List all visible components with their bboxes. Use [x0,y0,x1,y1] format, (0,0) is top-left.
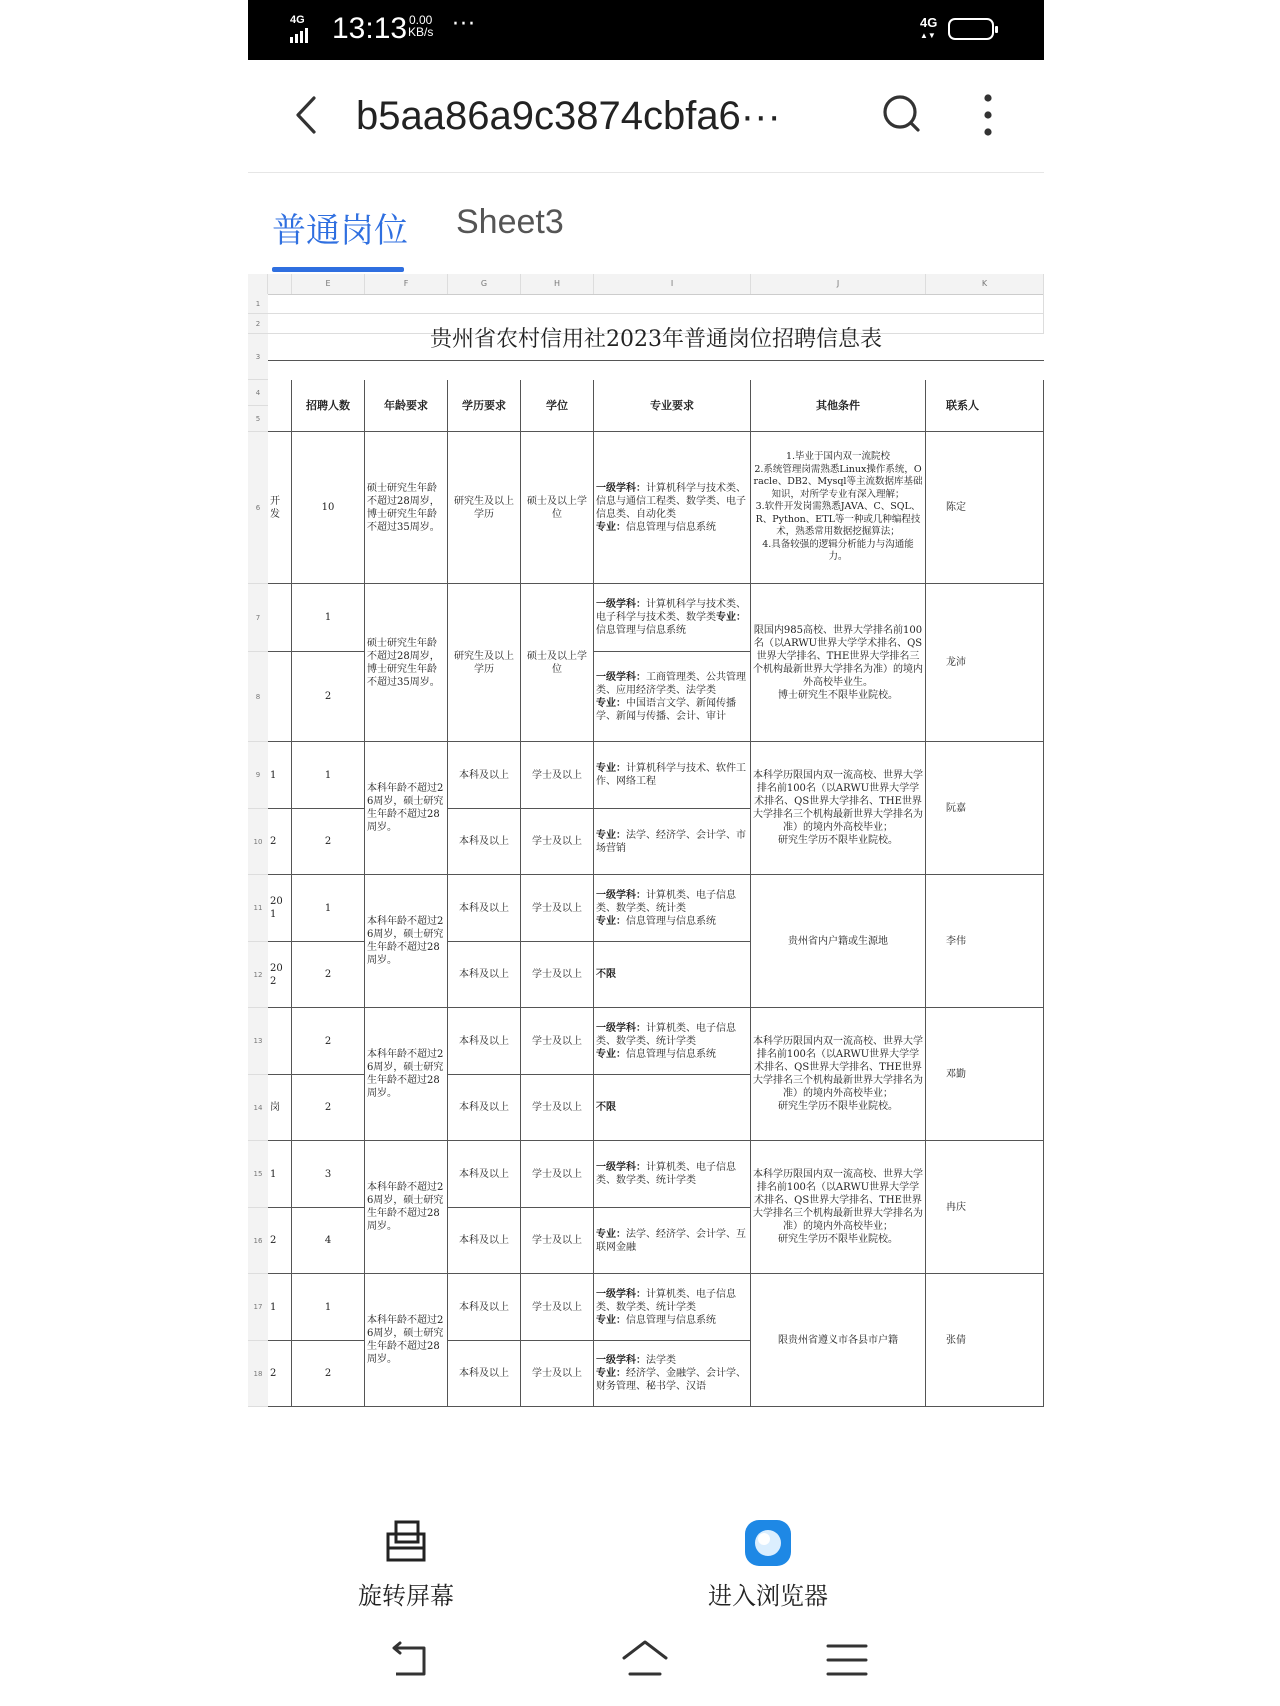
cell-degree[interactable]: 学士及以上 [521,1008,594,1075]
cell-education[interactable]: 本科及以上 [448,1008,521,1075]
more-button[interactable] [970,90,1006,140]
cell-age[interactable]: 本科年龄不超过26周岁，硕士研究生年龄不超过28周岁。 [365,1274,448,1407]
open-in-browser-button[interactable] [668,1518,868,1610]
cell-other[interactable]: 贵州省内户籍或生源地 [751,875,926,1008]
cell-education[interactable]: 本科及以上 [448,1274,521,1341]
corner-cell [248,274,268,294]
cell-code[interactable]: 201 [268,875,292,942]
spreadsheet-view[interactable] [248,274,1044,1500]
cell-age[interactable]: 本科年龄不超过26周岁，硕士研究生年龄不超过28周岁。 [365,875,448,1008]
row-header[interactable]: 4 [248,380,268,406]
cell-age[interactable]: 本科年龄不超过26周岁，硕士研究生年龄不超过28周岁。 [365,742,448,875]
status-bar [248,0,1044,60]
cell-age[interactable]: 硕士研究生年龄不超过28周岁，博士研究生年龄不超过35周岁。 [365,432,448,584]
cell-major[interactable]: 一级学科：工商管理类、公共管理类、应用经济学类、法学类 专业：中国语言文学、新闻传播学、新闻与传播、会计、审计 [594,652,751,742]
cell-count[interactable]: 2 [292,1341,365,1407]
back-icon [384,1638,434,1684]
row-header[interactable]: 14 [248,1075,268,1141]
empty-row[interactable] [268,294,1044,314]
back-button[interactable] [284,90,334,140]
cell-major[interactable]: 一级学科：计算机类、电子信息类、数学类、统计学类 [594,1141,751,1208]
cell-count[interactable]: 2 [292,809,365,875]
row-header[interactable]: 3 [248,334,268,380]
cell-code[interactable]: 2 [268,1208,292,1274]
cell-other[interactable]: 限贵州省遵义市各县市户籍 [751,1274,926,1407]
cell-code[interactable]: 202 [268,942,292,1008]
system-navigation-bar [248,1620,1044,1706]
cell-degree[interactable]: 学士及以上 [521,742,594,809]
notification-more-icon: ··· [452,12,476,37]
cell-degree[interactable]: 硕士及以上学位 [521,432,594,584]
header-cell[interactable]: 专业要求 [594,380,751,432]
cell-contact[interactable]: 陈定 [926,432,1044,584]
network-speed: 0.00 KB/s [408,13,434,39]
cell-age[interactable]: 本科年龄不超过26周岁，硕士研究生年龄不超过28周岁。 [365,1141,448,1274]
cell-education[interactable]: 本科及以上 [448,742,521,809]
system-home-button[interactable] [620,1638,670,1684]
row-header[interactable]: 18 [248,1341,268,1407]
cell-count[interactable]: 2 [292,942,365,1008]
cell-degree[interactable]: 学士及以上 [521,875,594,942]
row-header[interactable]: 16 [248,1208,268,1274]
cell-major[interactable]: 不限 [594,1075,751,1141]
cell-code[interactable]: 岗 [268,1075,292,1141]
open-in-browser-label: 进入浏览器 [708,1582,828,1610]
search-icon [878,90,928,140]
chevron-left-icon [284,90,334,140]
cell-education[interactable]: 研究生及以上学历 [448,584,521,742]
rotate-screen-label: 旋转屏幕 [358,1582,454,1610]
system-menu-button[interactable] [822,1638,872,1684]
cell-major[interactable]: 一级学科：计算机类、电子信息类、数学类、统计学类 专业：信息管理与信息系统 [594,1274,751,1341]
cell-count[interactable]: 1 [292,1274,365,1341]
battery-icon [948,18,994,40]
cell-count[interactable]: 4 [292,1208,365,1274]
header-cell[interactable]: 年龄要求 [365,380,448,432]
cell-education[interactable]: 本科及以上 [448,1208,521,1274]
cell-degree[interactable]: 学士及以上 [521,1274,594,1341]
row-header[interactable]: 5 [248,406,268,432]
cell-major[interactable]: 专业：法学、经济学、会计学、互联网金融 [594,1208,751,1274]
cell-contact[interactable]: 阮嘉 [926,742,1044,875]
tab-putong-gangwei[interactable]: 普通岗位 [272,211,408,251]
cell-code[interactable]: 2 [268,1341,292,1407]
row-header[interactable]: 1 [248,294,268,314]
phone-screen [248,0,1044,1706]
column-header[interactable]: I [594,274,751,294]
cell-contact[interactable]: 张倩 [926,1274,1044,1407]
cell-degree[interactable]: 学士及以上 [521,1208,594,1274]
cell-degree[interactable]: 学士及以上 [521,809,594,875]
header-cell[interactable]: 其他条件 [751,380,926,432]
column-header-bar [248,274,1044,295]
cell-major[interactable]: 一级学科：计算机科学与技术类、电子科学与技术类、数学类专业：信息管理与信息系统 [594,584,751,652]
cell-degree[interactable]: 学士及以上 [521,1341,594,1407]
cell-code[interactable]: 1 [268,1274,292,1341]
cell-count[interactable]: 1 [292,742,365,809]
header-cell[interactable]: 联系人 [926,380,1044,432]
sheet-title[interactable]: 贵州省农村信用社2023年普通岗位招聘信息表 [268,314,1044,361]
cell-other[interactable]: 1.毕业于国内双一流院校 2.系统管理岗需熟悉Linux操作系统，Oracle、DB2、Mysql等主流数据库基础知识，对所学专业有深入理解； 3.软件开发岗需熟悉JAVA、C、SQL、R、Python、ETL等一种或几种编程技术，熟悉常用数据挖掘算法； 4.具备较强的逻辑分析能力与沟通能力。 [751,432,926,584]
row-header[interactable]: 6 [248,432,268,584]
cell-contact[interactable]: 龙沛 [926,584,1044,742]
column-header-d [268,274,292,294]
mobile-data-icon: 4G ▲▼ [920,15,938,40]
clock: 13:13 [332,12,408,45]
cell-count[interactable]: 2 [292,1075,365,1141]
battery-level: 84 [963,21,979,37]
header-cell[interactable]: 学历要求 [448,380,521,432]
row-header[interactable]: 7 [248,584,268,652]
header-cell[interactable] [268,380,292,432]
browser-icon [743,1518,793,1568]
header-cell[interactable]: 招聘人数 [292,380,365,432]
cell-contact[interactable]: 冉庆 [926,1141,1044,1274]
cell-other[interactable]: 限国内985高校、世界大学排名前100名（以ARWU世界大学学术排名、QS世界大学排名、THE世界大学排名三个机构最新世界大学排名为准）的境内外高校毕业生。 博士研究生不限毕业院校。 [751,584,926,742]
cell-major[interactable]: 一级学科：计算机科学与技术类、信息与通信工程类、数学类、电子信息类、自动化类 专业：信息管理与信息系统 [594,432,751,584]
row-header[interactable]: 12 [248,942,268,1008]
cell-major[interactable]: 不限 [594,942,751,1008]
active-tab-indicator [272,267,404,272]
cell-age[interactable]: 硕士研究生年龄不超过28周岁，博士研究生年龄不超过35周岁。 [365,584,448,742]
column-header[interactable]: F [365,274,448,294]
cell-age[interactable]: 本科年龄不超过26周岁，硕士研究生年龄不超过28周岁。 [365,1008,448,1141]
column-header[interactable]: E [292,274,365,294]
cell-contact[interactable]: 李伟 [926,875,1044,1008]
column-header[interactable]: G [448,274,521,294]
cell-major[interactable]: 一级学科：计算机类、电子信息类、数学类、统计学类 专业：信息管理与信息系统 [594,1008,751,1075]
row-header[interactable]: 17 [248,1274,268,1341]
cell-code[interactable]: 1 [268,742,292,809]
row-header[interactable]: 13 [248,1008,268,1075]
row-header[interactable]: 15 [248,1141,268,1208]
cell-code[interactable]: 开发 [268,432,292,584]
search-button[interactable] [878,90,928,140]
cell-count[interactable]: 10 [292,432,365,584]
cell-degree[interactable]: 学士及以上 [521,1075,594,1141]
cell-education[interactable]: 本科及以上 [448,1141,521,1208]
row-header[interactable]: 2 [248,314,268,334]
cell-degree[interactable]: 学士及以上 [521,1141,594,1208]
cell-code[interactable]: 2 [268,809,292,875]
app-bar [248,60,1044,173]
cell-other[interactable]: 本科学历限国内双一流高校、世界大学排名前100名（以ARWU世界大学学术排名、QS世界大学排名、THE世界大学排名三个机构最新世界大学排名为准）的境内外高校毕业； 研究生学历不限毕业院校。 [751,1008,926,1141]
sheet-tabs [248,173,1044,273]
menu-icon [822,1638,872,1684]
cell-count[interactable]: 1 [292,584,365,652]
column-header[interactable]: H [521,274,594,294]
cell-code[interactable] [268,1008,292,1075]
cell-education[interactable]: 本科及以上 [448,1341,521,1407]
row-header[interactable]: 11 [248,875,268,942]
cell-other[interactable]: 本科学历限国内双一流高校、世界大学排名前100名（以ARWU世界大学学术排名、QS世界大学排名、THE世界大学排名三个机构最新世界大学排名为准）的境内外高校毕业； 研究生学历不限毕业院校。 [751,1141,926,1274]
row-header[interactable]: 8 [248,652,268,742]
cell-education[interactable]: 本科及以上 [448,942,521,1008]
tab-sheet3[interactable]: Sheet3 [456,203,564,241]
cell-count[interactable]: 3 [292,1141,365,1208]
cell-major[interactable]: 专业：法学、经济学、会计学、市场营销 [594,809,751,875]
file-title: b5aa86a9c3874cbfa6··· [356,94,781,138]
home-icon [620,1638,670,1684]
row-header[interactable]: 9 [248,742,268,809]
cell-education[interactable]: 研究生及以上学历 [448,432,521,584]
more-vertical-icon [970,90,1006,140]
signal-icon: 4G [290,16,324,42]
rotate-screen-icon [382,1518,430,1566]
cell-count[interactable]: 2 [292,652,365,742]
cell-education[interactable]: 本科及以上 [448,875,521,942]
cell-contact[interactable]: 邓勤 [926,1008,1044,1141]
cell-count[interactable]: 1 [292,875,365,942]
cell-major[interactable]: 一级学科：计算机类、电子信息类、数学类、统计类 专业：信息管理与信息系统 [594,875,751,942]
cell-code[interactable] [268,584,292,652]
cell-count[interactable]: 2 [292,1008,365,1075]
header-cell[interactable]: 学位 [521,380,594,432]
cell-major[interactable]: 一级学科：法学类 专业：经济学、金融学、会计学、财务管理、秘书学、汉语 [594,1341,751,1407]
cell-degree[interactable]: 硕士及以上学位 [521,584,594,742]
rotate-screen-button[interactable] [306,1518,506,1610]
cell-other[interactable]: 本科学历限国内双一流高校、世界大学排名前100名（以ARWU世界大学学术排名、QS世界大学排名、THE世界大学排名三个机构最新世界大学排名为准）的境内外高校毕业； 研究生学历不限毕业院校。 [751,742,926,875]
column-header[interactable]: K [926,274,1044,294]
cell-education[interactable]: 本科及以上 [448,809,521,875]
cell-code[interactable] [268,652,292,742]
cell-degree[interactable]: 学士及以上 [521,942,594,1008]
cell-code[interactable]: 1 [268,1141,292,1208]
system-back-button[interactable] [384,1638,434,1684]
cell-major[interactable]: 专业：计算机科学与技术、软件工作、网络工程 [594,742,751,809]
bottom-action-bar [248,1500,1044,1610]
column-header[interactable]: J [751,274,926,294]
row-header[interactable]: 10 [248,809,268,875]
cell-education[interactable]: 本科及以上 [448,1075,521,1141]
